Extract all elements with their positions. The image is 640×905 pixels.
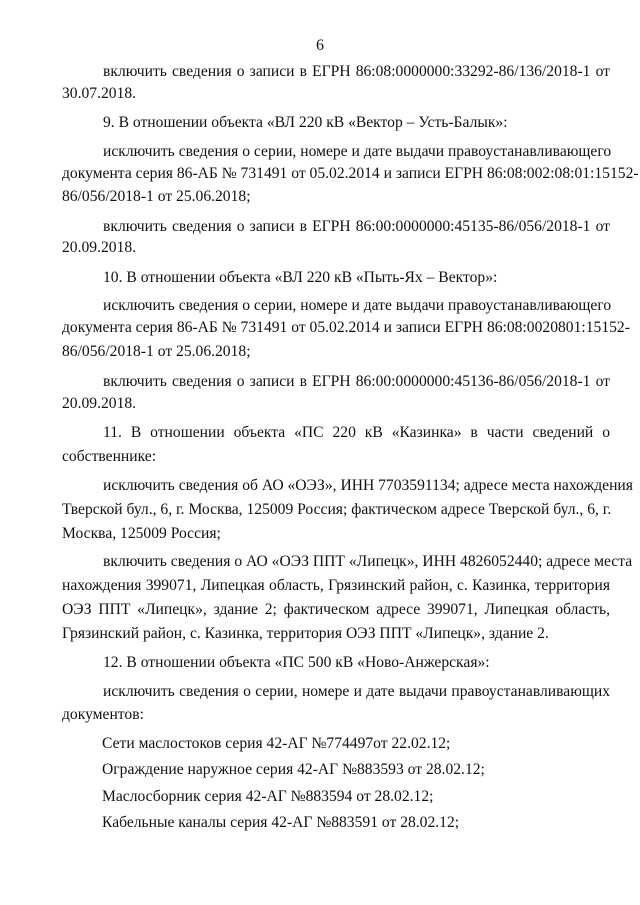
list-item: Сети маслостоков серия 42-АГ №774497от 22.02.12; <box>102 735 451 752</box>
text-line: Москва, 125009 Россия; <box>62 525 221 542</box>
text-line: Грязинский район, с. Казинка, территория ОЭЗ ППТ «Липецк», здание 2. <box>62 625 549 642</box>
text-line: документа серия 86-АБ № 731491 от 05.02.2014 и записи ЕГРН 86:08:0020801:15152- <box>62 319 630 336</box>
text-line: нахождения 399071, Липецкая область, Грязинский район, с. Казинка, территория <box>62 577 610 594</box>
text-line: включить сведения о записи в ЕГРН 86:08:0000000:33292-86/136/2018-1 от <box>103 63 610 80</box>
list-item: Кабельные каналы серия 42-АГ №883591 от 28.02.12; <box>102 814 460 831</box>
text-line: исключить сведения об АО «ОЭЗ», ИНН 7703591134; адресе места нахождения <box>103 477 633 494</box>
section-heading: 12. В отношении объекта «ПС 500 кВ «Ново-Анжерская»: <box>103 654 490 671</box>
section-heading: 9. В отношении объекта «ВЛ 220 кВ «Вектор – Усть-Балык»: <box>103 114 508 131</box>
section-heading: 11. В отношении объекта «ПС 220 кВ «Казинка» в части сведений о <box>103 424 610 441</box>
text-line: 86/056/2018-1 от 25.06.2018; <box>62 188 251 205</box>
text-line: 20.09.2018. <box>62 395 137 412</box>
list-item: Ограждение наружное серия 42-АГ №883593 от 28.02.12; <box>102 761 485 778</box>
text-line: Тверской бул., 6, г. Москва, 125009 Россия; фактическом адресе Тверской бул., 6, г. <box>62 501 612 518</box>
text-line: включить сведения о АО «ОЭЗ ППТ «Липецк», ИНН 4826052440; адресе места <box>103 553 633 570</box>
page-number: 6 <box>316 37 324 54</box>
text-line: ОЭЗ ППТ «Липецк», здание 2; фактическом адресе 399071, Липецкая область, <box>62 601 610 618</box>
text-line: исключить сведения о серии, номере и дате выдачи правоустанавливающих <box>103 683 610 700</box>
text-line: 20.09.2018. <box>62 239 137 256</box>
text-line: исключить сведения о серии, номере и дате выдачи правоустанавливающего <box>103 297 612 314</box>
text-line: включить сведения о записи в ЕГРН 86:00:0000000:45136-86/056/2018-1 от <box>103 373 610 390</box>
list-item: Маслосборник серия 42-АГ №883594 от 28.02.12; <box>102 788 434 805</box>
text-line: 30.07.2018. <box>62 85 137 102</box>
section-heading: 10. В отношении объекта «ВЛ 220 кВ «Пыть-Ях – Вектор»: <box>103 269 498 286</box>
text-line: исключить сведения о серии, номере и дате выдачи правоустанавливающего <box>103 143 612 160</box>
text-line: документов: <box>62 706 144 723</box>
text-line: документа серия 86-АБ № 731491 от 05.02.2014 и записи ЕГРН 86:08:002:08:01:15152- <box>62 165 639 182</box>
text-line: включить сведения о записи в ЕГРН 86:00:0000000:45135-86/056/2018-1 от <box>103 218 610 235</box>
text-line: 86/056/2018-1 от 25.06.2018; <box>62 343 251 360</box>
text-line: собственнике: <box>62 448 157 465</box>
